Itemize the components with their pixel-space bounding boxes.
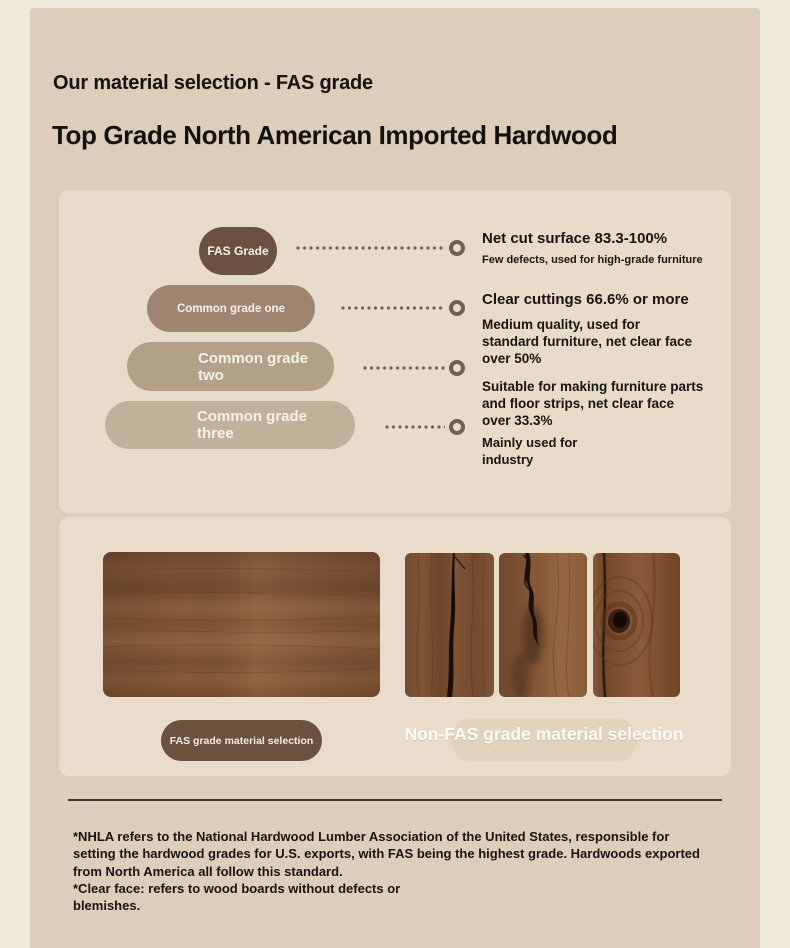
nonfas-selection-label: Non-FAS grade material selection xyxy=(404,724,684,744)
nonfas-wood-image-crack xyxy=(405,553,494,697)
grade-desc-sub-fas: Few defects, used for high-grade furniture xyxy=(482,254,703,266)
nonfas-wood-image-split xyxy=(499,553,587,697)
grade-desc-body-one xyxy=(482,316,737,368)
fas-wood-image xyxy=(103,552,380,697)
dotted-connector-4 xyxy=(384,424,445,430)
grade-desc-line: Mainly used for xyxy=(482,435,578,450)
connector-ring-icon-4 xyxy=(449,419,465,435)
grade-desc-body-three xyxy=(482,435,737,468)
divider-line xyxy=(68,799,722,801)
connector-ring-icon-2 xyxy=(449,300,465,316)
grade-pill-fas xyxy=(199,227,277,275)
grade-desc-body-two xyxy=(482,378,737,430)
grade-desc-line: and floor strips, net clear face xyxy=(482,396,675,412)
grade-pill-fas-label: FAS Grade xyxy=(207,244,269,258)
footnote-line: from North America all follow this standard. xyxy=(73,863,343,879)
grade-pill-common-one xyxy=(147,285,315,332)
footnote-line: blemishes. xyxy=(73,898,141,914)
footnote-line: *Clear face: refers to wood boards without defects or xyxy=(73,880,401,896)
fas-selection-label-text: FAS grade material selection xyxy=(169,734,314,747)
grade-desc-line: Suitable for making furniture parts xyxy=(482,379,704,394)
nonfas-wood-image-knot xyxy=(593,553,680,697)
grade-pill-common-three xyxy=(105,401,355,449)
footnote-line: setting the hardwood grades for U.S. exports, with FAS being the highest grade. Hardwoods exported xyxy=(73,846,700,862)
dotted-connector-3 xyxy=(362,365,445,371)
wood-samples-panel xyxy=(59,517,731,776)
grade-pill-common-one-label: Common grade one xyxy=(177,302,285,315)
grade-desc-line: standard furniture, net clear face xyxy=(482,334,693,350)
grade-desc-title-one: Clear cuttings 66.6% or more xyxy=(482,291,689,308)
fas-selection-label xyxy=(161,720,322,761)
connector-ring-icon-3 xyxy=(449,360,465,376)
grade-desc-line: Medium quality, used for xyxy=(482,317,641,332)
grade-pill-common-three-label: Common grade three xyxy=(197,408,308,442)
grade-desc-title-fas: Net cut surface 83.3-100% xyxy=(482,230,668,247)
content-card xyxy=(30,8,760,948)
page-title: Top Grade North American Imported Hardwood xyxy=(52,120,618,150)
grade-ladder-panel xyxy=(59,190,731,513)
grade-desc-line: over 50% xyxy=(482,351,542,367)
dotted-connector-2 xyxy=(340,305,445,311)
footnote xyxy=(73,828,760,914)
grade-pill-common-two-label: Common grade two xyxy=(198,349,309,384)
section-subtitle: Our material selection - FAS grade xyxy=(53,72,373,94)
grade-desc-line: over 33.3% xyxy=(482,413,553,429)
connector-ring-icon-1 xyxy=(449,240,465,256)
dotted-connector-1 xyxy=(295,245,445,251)
grade-pill-common-two xyxy=(127,342,334,391)
footnote-line: *NHLA refers to the National Hardwood Lumber Association of the United States, responsible for xyxy=(73,829,670,844)
grade-desc-line: industry xyxy=(482,451,534,467)
